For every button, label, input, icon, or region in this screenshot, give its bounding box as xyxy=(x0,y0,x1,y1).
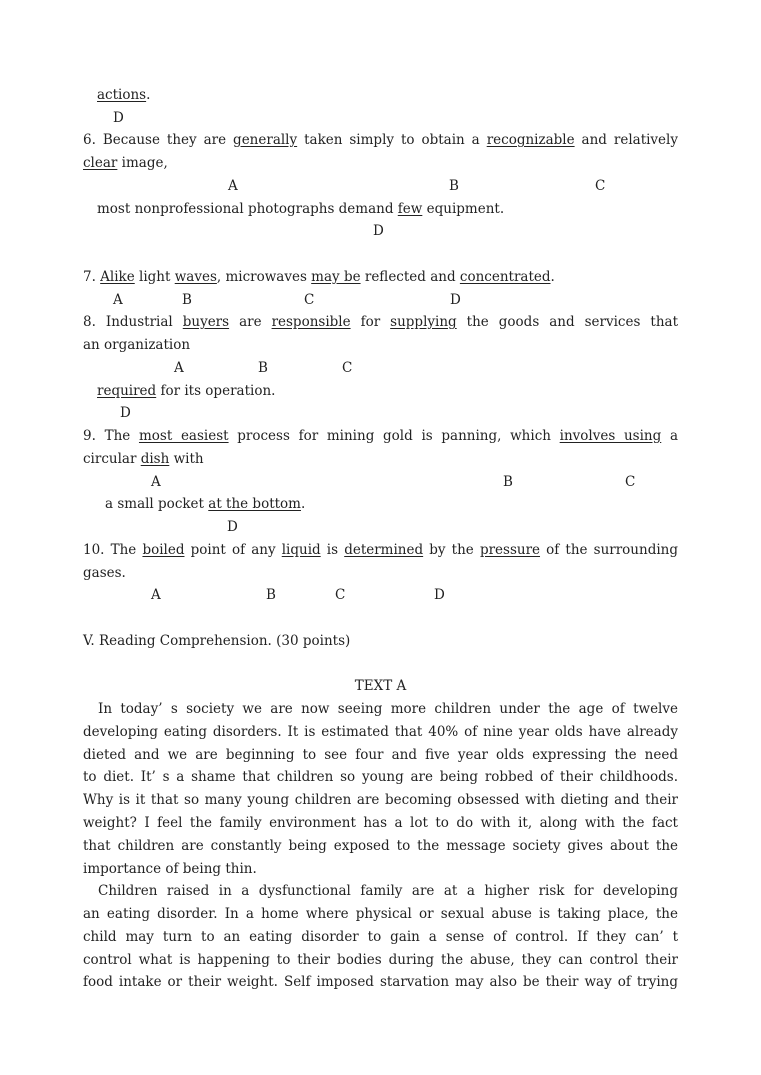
q10-option-c: C xyxy=(335,587,346,603)
q9-option-b: B xyxy=(503,474,513,490)
q10-underlined-d: pressure xyxy=(479,542,541,558)
q7-option-c: C xyxy=(304,292,315,308)
q9-underlined-b: involves using xyxy=(559,428,662,444)
q10-line-2: gases. xyxy=(83,565,126,581)
q10-underlined-c: determined xyxy=(344,542,424,558)
text-a-title: TEXT A xyxy=(354,678,407,694)
q10-underlined-a: boiled xyxy=(142,542,185,558)
q6-line-1: 6. Because they are generally taken simply to obtain a recognizable and relatively xyxy=(83,132,678,148)
q7-underlined-b: waves xyxy=(174,269,217,285)
q8-underlined-a: buyers xyxy=(182,314,230,330)
q9-option-c: C xyxy=(625,474,636,490)
paragraph-line: food intake or their weight. Self imposed starvation may also be their way of trying xyxy=(83,974,678,990)
q9-option-a: A xyxy=(151,474,161,490)
q7-underlined-d: concentrated xyxy=(459,269,551,285)
q7-option-b: B xyxy=(182,292,192,308)
q9-option-d: D xyxy=(227,519,238,535)
q8-option-c: C xyxy=(342,360,353,376)
q10-underlined-b: liquid xyxy=(281,542,321,558)
q6-underlined-d: few xyxy=(397,201,423,217)
q9-underlined-d: at the bottom xyxy=(208,496,301,512)
q6-option-a: A xyxy=(228,178,238,194)
q6-underlined-b: recognizable xyxy=(486,132,575,148)
paragraph-line: Children raised in a dysfunctional family are at a higher risk for developing xyxy=(98,883,678,899)
q9-line-1: 9. The most easiest process for mining gold is panning, which involves using a xyxy=(83,428,679,444)
paragraph-line: to diet. It’ s a shame that children so young are being robbed of their childhoods. xyxy=(83,769,678,785)
q8-line-2: an organization xyxy=(83,337,191,353)
q7-underlined-c: may be xyxy=(311,269,361,285)
q8-underlined-d: required xyxy=(97,383,157,399)
paragraph-line: dieted and we are beginning to see four and five year olds expressing the need xyxy=(83,747,678,763)
q10-line-1: 10. The boiled point of any liquid is determined by the pressure of the surrounding xyxy=(83,542,678,558)
q6-line-3: most nonprofessional photographs demand few equipment. xyxy=(97,201,505,217)
q6-underlined-a: generally xyxy=(233,132,298,148)
q8-underlined-b: responsible xyxy=(271,314,351,330)
q7-line-1: 7. Alike light waves, microwaves may be reflected and concentrated. xyxy=(83,269,555,285)
q8-option-b: B xyxy=(258,360,268,376)
q6-line-2: clear image, xyxy=(83,155,168,171)
q9-underlined-a: most easiest xyxy=(138,428,229,444)
q8-underlined-c: supplying xyxy=(390,314,457,330)
q10-option-a: A xyxy=(151,587,161,603)
q8-option-d: D xyxy=(120,405,131,421)
q6-option-d: D xyxy=(373,223,384,239)
q6-option-b: B xyxy=(449,178,459,194)
q5-tail-line: actions. xyxy=(97,87,151,103)
q9-line-2: circular dish with xyxy=(83,451,204,467)
q6-underlined-c: clear xyxy=(83,155,118,171)
q7-option-a: A xyxy=(113,292,123,308)
q7-underlined-a: Alike xyxy=(100,269,135,285)
paragraph-line: developing eating disorders. It is estimated that 40% of nine year olds have already xyxy=(83,724,678,740)
paragraph-line: control what is happening to their bodies during the abuse, they can control their xyxy=(83,952,678,968)
q7-option-d: D xyxy=(450,292,461,308)
paragraph-line: an eating disorder. In a home where physical or sexual abuse is taking place, the xyxy=(83,906,678,922)
paragraph-line: importance of being thin. xyxy=(83,861,257,877)
q5-option-d: D xyxy=(113,110,124,126)
paragraph-line: Why is it that so many young children are becoming obsessed with dieting and their xyxy=(83,792,678,808)
q10-option-b: B xyxy=(266,587,276,603)
paragraph-line: weight? I feel the family environment has a lot to do with it, along with the fact xyxy=(83,815,678,831)
q8-option-a: A xyxy=(174,360,184,376)
section-heading: V. Reading Comprehension. (30 points) xyxy=(83,633,351,649)
q5-underlined-d: actions xyxy=(97,87,147,103)
paragraph-line: In today’ s society we are now seeing more children under the age of twelve xyxy=(98,701,678,717)
q10-option-d: D xyxy=(434,587,445,603)
q9-underlined-c: dish xyxy=(140,451,170,467)
q6-option-c: C xyxy=(595,178,606,194)
q8-line-1: 8. Industrial buyers are responsible for supplying the goods and services that xyxy=(83,314,678,330)
q9-line-3: a small pocket at the bottom. xyxy=(105,496,306,512)
paragraph-line: that children are constantly being exposed to the message society gives about the xyxy=(83,838,678,854)
q8-line-3: required for its operation. xyxy=(97,383,276,399)
paragraph-line: child may turn to an eating disorder to gain a sense of control. If they can’ t xyxy=(83,929,678,945)
